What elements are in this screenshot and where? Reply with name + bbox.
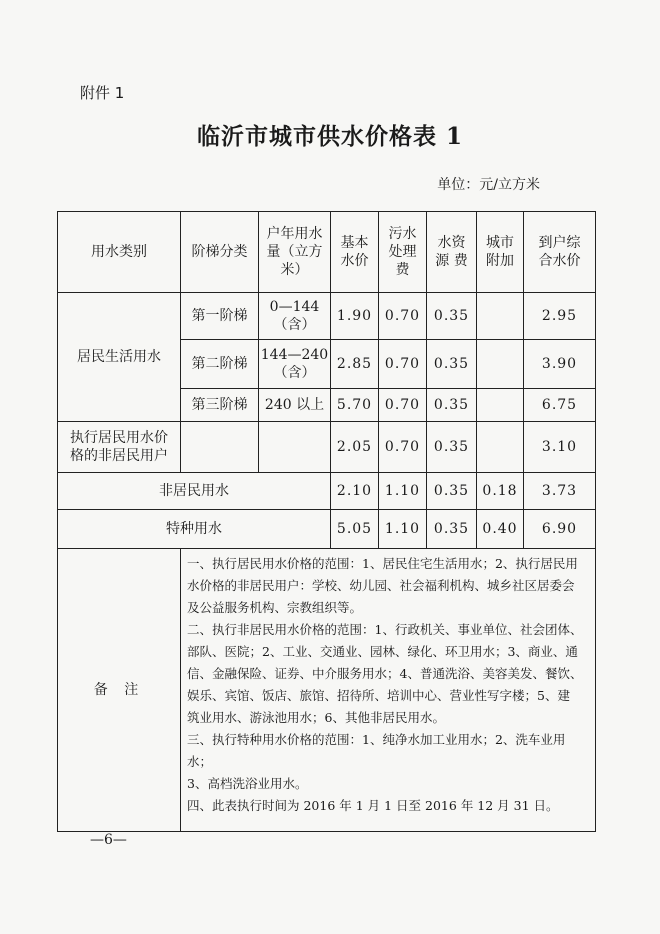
header-tier: 阶梯分类 [181, 212, 259, 293]
notes-row [58, 549, 596, 832]
header-resource-fee: 水资 源 费 [427, 212, 477, 293]
page-number: —6— [90, 832, 127, 848]
table-row: 执行居民用水价 格的非居民用户 2.05 0.70 0.35 3.10 [58, 422, 596, 473]
residential-category: 居民生活用水 [58, 293, 181, 422]
header-volume: 户年用水 量（立方 米） [259, 212, 331, 293]
header-base-price: 基本 水价 [331, 212, 379, 293]
table-row: 第三阶梯 240 以上 5.70 0.70 0.35 6.75 [58, 389, 596, 422]
table-row: 第二阶梯 144—240 （含） 2.85 0.70 0.35 3.90 [58, 340, 596, 389]
header-city-surcharge: 城市 附加 [477, 212, 524, 293]
table-row: 非居民用水 2.10 1.10 0.35 0.18 3.73 [58, 473, 596, 510]
notes-label: 备 注 [58, 549, 181, 832]
attachment-label: 附件 1 [80, 84, 125, 102]
table-row: 特种用水 5.05 1.10 0.35 0.40 6.90 [58, 510, 596, 549]
table-row: 居民生活用水 第一阶梯 0—144 （含） 1.90 0.70 0.35 2.95 [58, 293, 596, 340]
price-table [57, 211, 596, 832]
table-header-row [58, 212, 596, 293]
page-title: 临沂市城市供水价格表 1 [196, 123, 463, 150]
header-total-price: 到户综 合水价 [524, 212, 596, 293]
unit-label: 单位：元/立方米 [437, 177, 540, 193]
notes-content: 一、执行居民用水价格的范围：1、居民住宅生活用水；2、执行居民用 水价格的非居民用户：学校、幼儿园、社会福利机构、城乡社区居委会 及公益服务机构、宗教组织等。 二、执行非居民用水价格的范围：1、行政机关、事业单位、社会团体、 部队、医院；2、工业、交通业、园林、绿化、环卫用水；3、商业、通 信、金融保险、证券、中介服务用水；4、普通洗浴、美容美发、餐饮、 娱乐、宾馆、饭店、旅馆、招待所、培训中心、营业性写字楼；5、建 筑业用水、游泳池用水；6、其他非居民用水。 三、执行特种用水价格的范围：1、纯净水加工业用水；2、洗车业用水； 3、高档洗浴业用水。 四、此表执行时间为 2016 年 1 月 1 日至 2016 年 12 月 31 日。 [181, 549, 596, 832]
header-category: 用水类别 [58, 212, 181, 293]
header-sewage-fee: 污水 处理 费 [379, 212, 427, 293]
